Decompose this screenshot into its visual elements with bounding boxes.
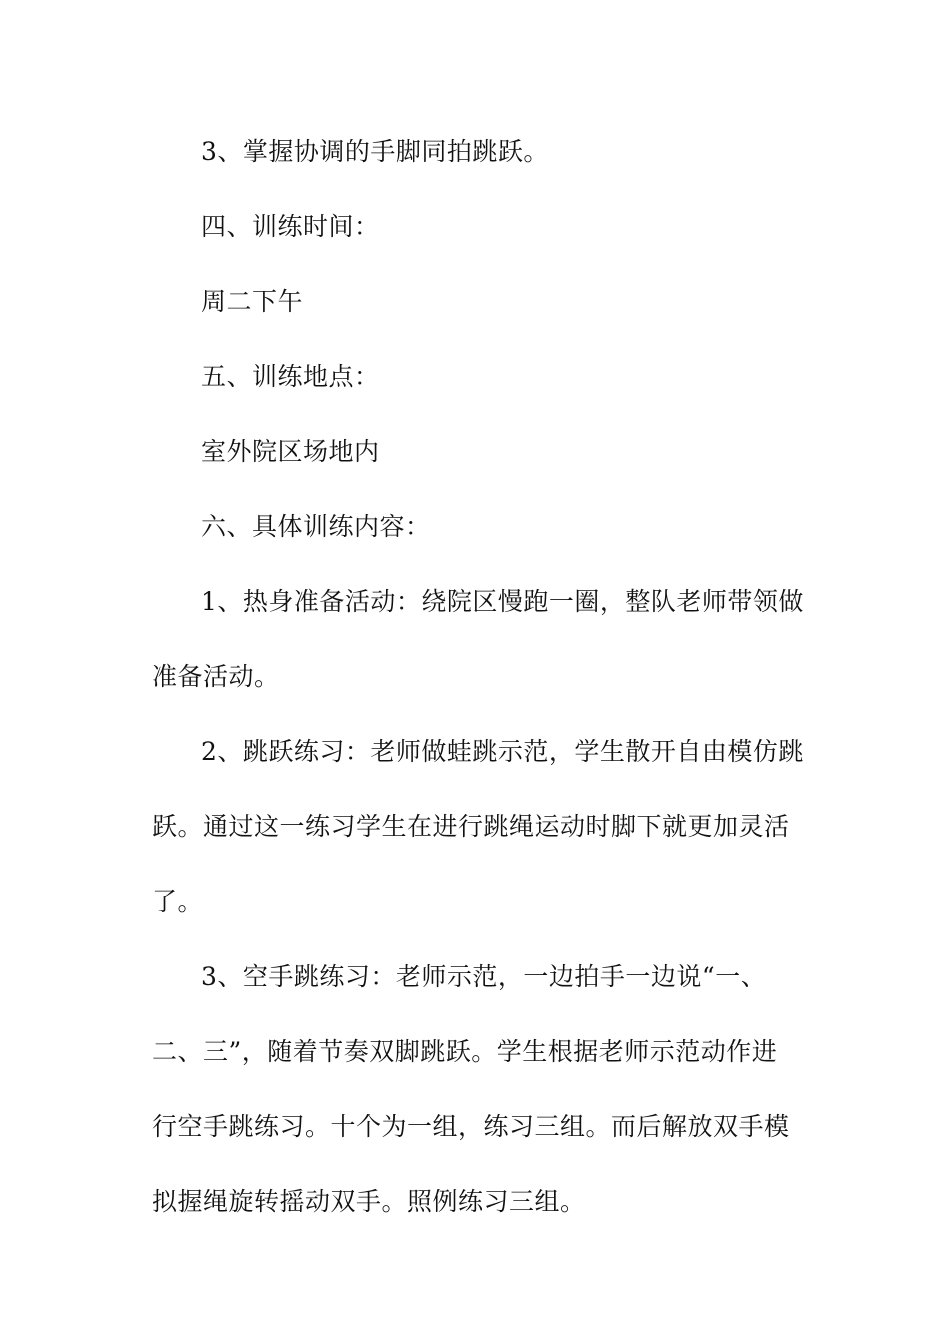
- item-3-line-3: 行空手跳练习。十个为一组，练习三组。而后解放双手模: [152, 1112, 790, 1141]
- item-3-line-1: 3、空手跳练习：老师示范，一边拍手一边说“一、: [201, 962, 767, 991]
- item-2-line-1: 2、跳跃练习：老师做蛙跳示范，学生散开自由模仿跳: [201, 737, 804, 766]
- item-1-line-1: 1、热身准备活动：绕院区慢跑一圈，整队老师带领做: [201, 587, 804, 616]
- training-location-text: 室外院区场地内: [201, 437, 380, 466]
- item-2-line-2: 跃。通过这一练习学生在进行跳绳运动时脚下就更加灵活: [152, 812, 790, 841]
- objective-3-line: 3、掌握协调的手脚同拍跳跃。: [201, 137, 549, 166]
- item-3-line-4: 拟握绳旋转摇动双手。照例练习三组。: [152, 1187, 586, 1216]
- section-6-heading: 六、具体训练内容：: [201, 512, 431, 541]
- item-2-line-3: 了。: [152, 887, 204, 916]
- section-5-heading: 五、训练地点：: [201, 362, 380, 391]
- training-time-text: 周二下午: [201, 287, 304, 316]
- item-1-line-2: 准备活动。: [152, 662, 280, 691]
- section-4-heading: 四、训练时间：: [201, 212, 380, 241]
- item-3-line-2: 二、三”，随着节奏双脚跳跃。学生根据老师示范动作进: [152, 1037, 778, 1066]
